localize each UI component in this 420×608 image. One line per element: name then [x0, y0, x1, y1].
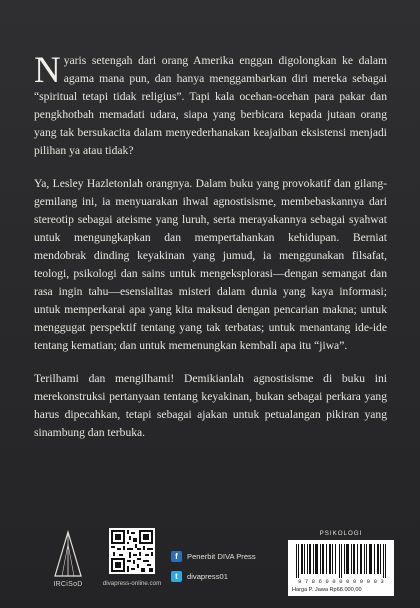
facebook-icon: f — [171, 551, 182, 562]
qr-code — [109, 528, 155, 574]
twitter-link — [171, 569, 228, 583]
price-text: Harga P. Jawa Rp68.000,00 — [292, 587, 362, 593]
paragraph-2: Ya, Lesley Hazletonlah orangnya. Dalam buku yang provokatif dan gilang-gemilang ini, ia menyuarakan ihwal agnostisisme, membebaskannya dari stereotip sebagai ateisme yang luruh, serta merayakannya sebagai syahwat untuk mengungkapkan dan mempertahankan kehidupan. Berniat mendobrak dinding keyakinan yang jumud, ia menggunakan filsafat, teologi, psikologi dan sains untuk mengeksplorasi—dengan semangat dan rasa ingin tahu—esensialitas misteri dalam dunia yang kaya informasi; untuk memperkarai apa yang kita maksud dengan pencarian makna; untuk menggugat perspektif tentang yang tak terbatas; untuk menantang ide-ide tentang kematian; dan untuk memenungkan kembali apa itu “jiwa”. — [34, 176, 387, 353]
website-text: divapress-online.com — [102, 580, 162, 587]
twitter-text: divapress01 — [187, 571, 228, 581]
paragraph-1 — [34, 52, 387, 161]
isbn-digits: 9 7 8 6 0 0 0 0 0 0 0 0 3 — [298, 579, 384, 585]
barcode — [294, 544, 388, 578]
pyramid-logo-icon — [54, 530, 82, 578]
paragraph-1-text: yaris setengah dari orang Amerika enggan digolongkan ke dalam agama mana pun, dan hanya menggambarkan diri mereka sebagai “spiritual tetapi tidak religius”. Tapi kala ocehan-ocehan para pakar dan pengkhotbah memadati udara, siapa yang berbicara kepada jutaan orang yang tak bersukacita dalam menyederhanakan keajaiban eksistensi menjadi pilihan ya atau tidak? — [34, 54, 387, 158]
facebook-text: Penerbit DIVA Press — [187, 551, 256, 561]
category-label: PSIKOLOGI — [319, 530, 363, 537]
twitter-icon: t — [171, 571, 182, 582]
drop-cap: N — [34, 50, 61, 91]
facebook-link — [171, 549, 256, 563]
blurb-text — [34, 52, 387, 456]
publisher-logo-text: IRCiSoD — [53, 581, 83, 588]
paragraph-3: Terilhami dan mengilhami! Demikianlah agnostisisme di buku ini merekonstruksi pertanyaan tentang keyakinan, bukan sebagai perkara yang harus dipecahkan, tetapi sebagai ajakan untuk petualangan pikiran yang sinambung dan terbuka. — [34, 371, 387, 439]
barcode-panel — [288, 540, 394, 596]
